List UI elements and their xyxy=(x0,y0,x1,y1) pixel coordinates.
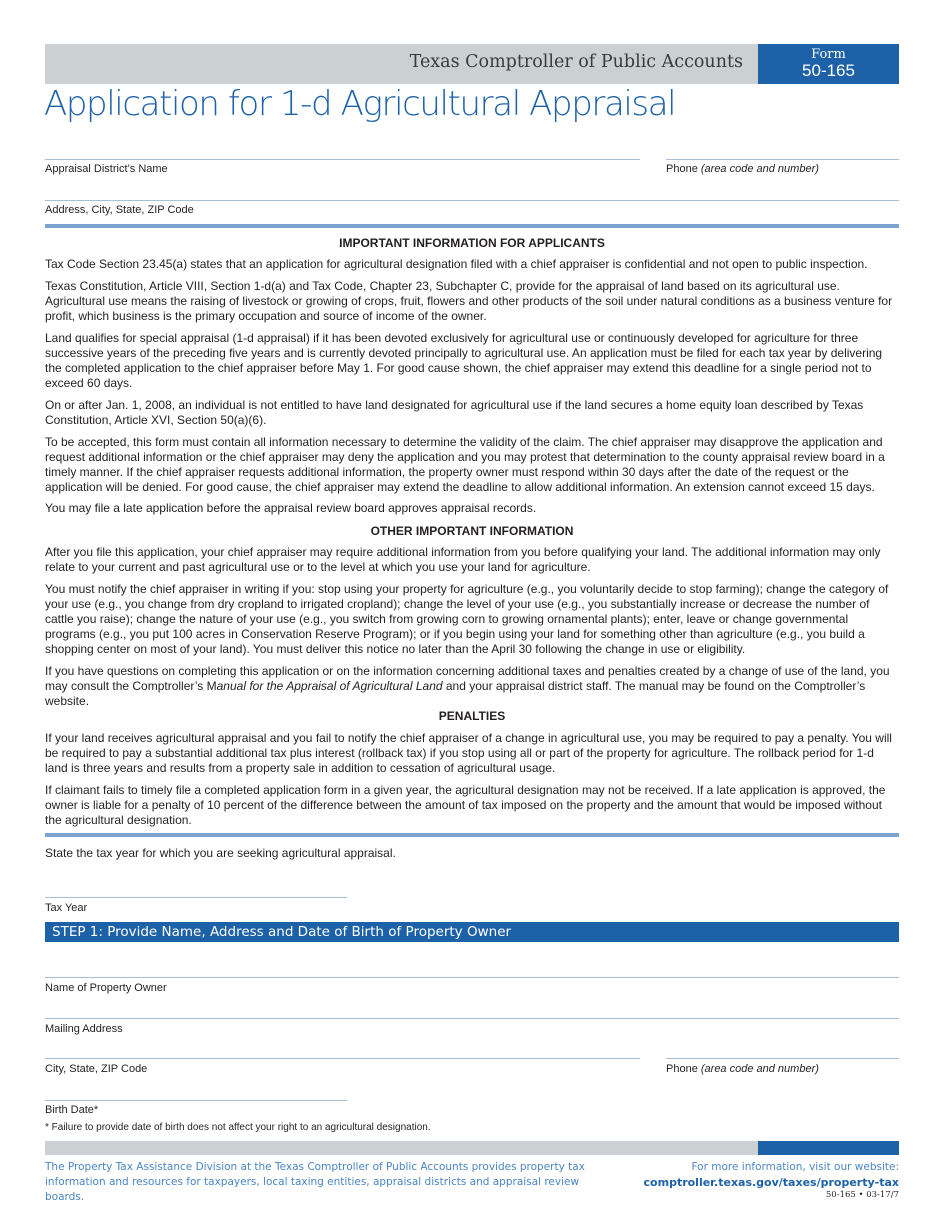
district-phone-field[interactable] xyxy=(666,159,899,160)
form-number: 50-165 xyxy=(802,61,855,80)
footer-band xyxy=(45,1141,758,1155)
tax-year-prompt: State the tax year for which you are seeking agricultural appraisal. xyxy=(45,846,396,860)
form-number-box xyxy=(758,44,899,84)
footer-description: The Property Tax Assistance Division at the Texas Comptroller of Public Accounts provides property tax information and resources for taxpayers, local taxing entities, appraisal districts and appraisal review boards. xyxy=(45,1161,585,1203)
district-phone-label: Phone (area code and number) xyxy=(666,163,819,175)
tax-year-field[interactable] xyxy=(45,897,347,898)
important-paragraph-1: Tax Code Section 23.45(a) states that an application for agricultural designation filed with a chief appraiser is confidential and not open to public inspection. xyxy=(45,257,868,271)
mailing-address-label: Mailing Address xyxy=(45,1023,123,1035)
owner-phone-label: Phone (area code and number) xyxy=(666,1063,819,1075)
form-revision-code: 50-165 • 03-17/7 xyxy=(825,1190,899,1200)
agency-name: Texas Comptroller of Public Accounts xyxy=(409,52,743,72)
footer-website-label: For more information, visit our website: xyxy=(691,1161,899,1173)
form-label: Form xyxy=(811,47,846,62)
district-address-field[interactable] xyxy=(45,200,899,201)
mailing-address-field[interactable] xyxy=(45,1018,899,1019)
city-state-zip-label: City, State, ZIP Code xyxy=(45,1063,148,1075)
penalties-heading: PENALTIES xyxy=(438,709,506,723)
other-paragraph-1: After you file this application, your chief appraiser may require additional information from you before qualifying your land. The additional information may only relate to your current and past agricultural use or to the level at which you use your land for agriculture. xyxy=(45,545,881,574)
other-paragraph-2: You must notify the chief appraiser in writing if you: stop using your property for agriculture (e.g., you voluntarily decide to stop farming); change the category of your use (e.g., you change from dry cropland to irrigated cropland); change the level of your use (e.g., you substantially increase or decrease the number of cattle you raise); change the nature of your use (e.g., you switch from growing corn to growing ornamental plants); enter, leave or change governmental programs (e.g., you put 100 acres in Conservation Reserve Program); or if you begin using your land for something other than agriculture (e.g., you build a shopping center on most of your land). You must deliver this notice no later than the April 30 following the change in use or eligibility. xyxy=(45,582,889,656)
city-state-zip-field[interactable] xyxy=(45,1058,640,1059)
other-heading: OTHER IMPORTANT INFORMATION xyxy=(370,524,574,538)
owner-name-field[interactable] xyxy=(45,977,899,978)
other-paragraph-3: If you have questions on completing this application or on the information concerning additional taxes and penalties created by a change of use of the land, you may consult the Comptroller’s Manual for the Appraisal of Agricultural Land and your appraisal district staff. The manual may be found on the Comptroller’s website. xyxy=(45,664,890,708)
tax-year-label: Tax Year xyxy=(45,902,88,914)
important-paragraph-6: You may file a late application before the appraisal review board approves appraisal records. xyxy=(45,501,537,515)
important-paragraph-5: To be accepted, this form must contain all information necessary to determine the validity of the claim. The chief appraiser may disapprove the application and request additional information or the chief appraiser may deny the application and you may protest that determination to the county appraisal review board in a timely manner. If the chief appraiser requests additional information, the property owner must respond within 30 days after the date of the request or the application will be denied. For good cause, the chief appraiser may extend the deadline to allow additional information. An extension cannot exceed 15 days. xyxy=(45,435,885,494)
footer-website xyxy=(644,1160,899,1190)
penalties-paragraph-2: If claimant fails to timely file a completed application form in a given year, the agricultural designation may not be received. If a late application is approved, the owner is liable for a penalty of 10 percent of the difference between the amount of tax imposed on the property and the amount that would be imposed without the agricultural designation. xyxy=(45,783,886,827)
footer-band-accent xyxy=(758,1141,899,1155)
important-paragraph-4: On or after Jan. 1, 2008, an individual is not entitled to have land designated for agricultural use if the land secures a home equity loan described by Texas Constitution, Article XVI, Section 50(a)(6). xyxy=(45,398,864,427)
important-paragraph-3: Land qualifies for special appraisal (1-d appraisal) if it has been devoted exclusively for agricultural use or continuously developed for agriculture for three successive years of the preceding five years and is currently devoted principally to agricultural use. An application must be filed for each tax year by delivering the completed application to the chief appraiser before May 1. For good cause shown, the chief appraiser may extend this deadline for a single period not to exceed 60 days. xyxy=(45,331,883,390)
district-address-label: Address, City, State, ZIP Code xyxy=(45,204,194,216)
important-paragraph-2: Texas Constitution, Article VIII, Section 1-d(a) and Tax Code, Chapter 23, Subchapter C, provide for the appraisal of land based on its agricultural use. Agricultural use means the raising of livestock or growing of crops, fruit, flowers and other products of the soil under natural conditions as a business venture for profit, which business is the primary occupation and source of income of the owner. xyxy=(45,279,893,323)
important-heading: IMPORTANT INFORMATION FOR APPLICANTS xyxy=(339,236,605,250)
manual-title: anual for the Appraisal of Agricultural Land xyxy=(216,679,443,693)
district-name-field[interactable] xyxy=(45,159,640,160)
section-divider xyxy=(45,833,899,837)
owner-name-label: Name of Property Owner xyxy=(45,982,167,994)
birth-date-footnote: * Failure to provide date of birth does not affect your right to an agricultural designation. xyxy=(45,1122,431,1133)
owner-phone-field[interactable] xyxy=(666,1058,899,1059)
district-name-label: Appraisal District’s Name xyxy=(45,163,168,175)
birth-date-field[interactable] xyxy=(45,1100,347,1101)
birth-date-label: Birth Date* xyxy=(45,1104,99,1116)
section-divider xyxy=(45,224,899,228)
page-title: Application for 1-d Agricultural Appraisal xyxy=(44,84,676,124)
penalties-paragraph-1: If your land receives agricultural appraisal and you fail to notify the chief appraiser of a change in agricultural use, you may be required to pay a penalty. You will be required to pay a substantial additional tax plus interest (rollback tax) if you stop using all or part of the property for agriculture. The rollback period for 1-d land is three years and results from a property sale in addition to cessation of agricultural usage. xyxy=(45,731,892,775)
footer-website-link[interactable]: comptroller.texas.gov/taxes/property-tax xyxy=(643,1176,899,1189)
step-1-header: STEP 1: Provide Name, Address and Date of Birth of Property Owner xyxy=(45,922,899,942)
